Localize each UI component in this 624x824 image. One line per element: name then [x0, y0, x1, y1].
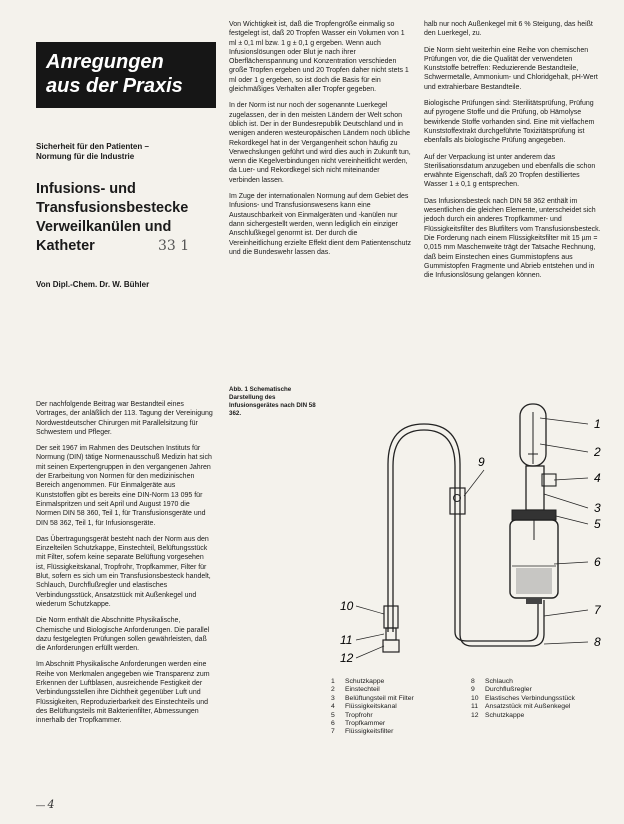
figure-label-10: 10: [340, 599, 354, 613]
legend-number: 12: [471, 711, 479, 719]
legend-text: Schlauch: [485, 678, 513, 685]
legend-left-column: [331, 678, 471, 737]
col2-paragraph: Im Zuge der internationalen Normung auf dem Gebiet des Infusions- und Transfusionswesens kann eine Austauschbarkeit von Einmalgeräten und -kanülen nur dann sichergestellt werden, wenn lediglich ein einziger Anschlußkegel genormt ist. Der durch die Vereinheitlichung erzielte Effekt dient dem Patientenschutz und die Bundeswehr lassen das.: [229, 193, 411, 256]
legend-number: 10: [471, 694, 479, 702]
col1-paragraph: Die Norm enthält die Abschnitte Physikalische, Chemische und Biologische Anforderungen. Die parallel dazu festgelegten Prüfungen sollen gewährleisten, daß die Anforderungen erfüllt werden.: [36, 617, 210, 653]
legend-text: Durchflußregler: [485, 686, 532, 694]
legend-number: 11: [471, 703, 479, 711]
col3-paragraph: Auf der Verpackung ist unter anderem das Sterilisationsdatum anzugeben und ebenfalls die schon erwähnte Eigenschaft, daß 20 Tropfen destilliertes Wasser 1 ± 0,1 g entsprechen.: [424, 153, 596, 189]
column-2: [229, 20, 412, 264]
page-mark-number: 4: [47, 798, 55, 811]
infusion-set-diagram: [326, 384, 616, 674]
legend-item: [331, 728, 471, 736]
col2-paragraph: Von Wichtigkeit ist, daß die Tropfengröße einmalig so festgelegt ist, daß 20 Tropfen Wasser ein Volumen von 1 ml ± 0,1 ml bzw. 1 g ± 0,1 g ergeben. Wenn auch Infusionslösungen oder Blut je nach ihrer Oberflächenspannung und Konzentration verschieden große Tropfen ergeben und 20 Tropfen daher nicht stets 1 ml oder 1 g ergeben, so ist doch die Basis für ein gleichmäßiges Verhalten aller Tropfer gegeben.: [229, 21, 409, 94]
col3-paragraph: Das Infusionsbesteck nach DIN 58 362 enthält im wesentlichen die gleichen Elemente, unterscheidet sich jedoch durch ein anderes Tropfkammer- und Flüssigkeitsfilter des Blutfilters vom Transfusionsbesteck. Die Forderung nach einem Flüssigkeitsfilter mit 15 µm = 0,015 mm Maschenweite trägt der Tatsache Rechnung, daß beim Einstechen eines Gummistopfens aus Gummistopfen Fragmente und Abrieb entstehen und in die Infusionslösung gelangen können.: [424, 197, 601, 280]
legend-item: [331, 678, 471, 686]
figure-label-8: 8: [594, 635, 601, 649]
legend-number: 4: [331, 703, 335, 711]
page-mark: [36, 798, 55, 811]
legend-number: 8: [471, 678, 475, 685]
legend-text: Belüftungsteil mit Filter: [345, 694, 414, 702]
legend-text: Ansatzstück mit Außenkegel: [485, 703, 571, 711]
legend-number: 6: [331, 720, 335, 728]
col3-paragraph: Biologische Prüfungen sind: Sterilitätsprüfung, Prüfung auf pyrogene Stoffe und die Prüfung, ob Hämolyse bewirkende Stoffe vorhanden sind. Eine mit vielfachem Kunststoffextrakt durchgeführte Toxizitätsprüfung ist ebenfalls als biologische Prüfung angegeben.: [424, 100, 595, 145]
page-mark-dash: —: [36, 800, 48, 810]
legend-number: 1: [331, 678, 335, 685]
legend-item: [471, 712, 611, 720]
legend-number: 2: [331, 686, 335, 694]
legend-text: Elastisches Verbindungsstück: [485, 694, 575, 702]
col3-paragraph: Die Norm sieht weiterhin eine Reihe von chemischen Prüfungen vor, die die Qualität der verwendeten Kunststoffe betreffen: Reduzierende Bestandteile, Schwermetalle, Ammonium- und Chloridgehalt, pH-Wert und extrahierbare Bestandteile.: [424, 46, 598, 91]
legend-item: [471, 695, 611, 703]
legend-number: 3: [331, 694, 335, 702]
col3-paragraph: halb nur noch Außenkegel mit 6 % Steigung, das heißt den Luerkegel, zu.: [424, 21, 593, 38]
legend-text: Schutzkappe: [485, 711, 525, 719]
figure-label-12: 12: [340, 651, 354, 665]
column-1: [36, 400, 214, 733]
col2-paragraph: In der Norm ist nur noch der sogenannte Luerkegel zugelassen, der in den meisten Ländern der Welt schon üblich ist. Der in der Bundesrepublik Deutschland und in wenigen anderen westeuropäischen Ländern noch übliche Rekordkegel hat in der Vergangenheit schon häufig zu Verwechslungen geführt und wird dies auch in Zukunft tun, wenn die Kegelverbindungen nicht vereinheitlicht werden, da Luer- und Rekordkegel sich nicht miteinander verbinden lassen.: [229, 102, 411, 184]
figure-label-7: 7: [594, 603, 601, 617]
handwritten-mark: 33 1: [158, 238, 190, 254]
legend-item: [331, 686, 471, 694]
figure-legend: [331, 678, 611, 737]
legend-text: Flüssigkeitskanal: [345, 703, 397, 711]
legend-number: 7: [331, 728, 335, 736]
legend-text: Tropfrohr: [345, 711, 373, 719]
kicker: [36, 142, 216, 162]
legend-right-column: [471, 678, 611, 737]
headline-line-1: Infusions- und: [36, 181, 136, 197]
author-line: Von Dipl.-Chem. Dr. W. Bühler: [36, 280, 150, 289]
headline-line-3: Verweilkanülen und: [36, 219, 172, 235]
legend-item: [471, 703, 611, 711]
legend-item: [331, 720, 471, 728]
headline-line-4: Katheter: [36, 238, 95, 254]
headline-line-2: Transfusionsbestecke: [36, 200, 189, 216]
col1-paragraph: Der nachfolgende Beitrag war Bestandteil eines Vortrages, der anläßlich der 113. Tagung der Vereinigung Nordwestdeutscher Chirurgen mit Parallelsitzung für Schwestern und Pfleger.: [36, 401, 213, 436]
legend-item: [331, 703, 471, 711]
legend-number: 9: [471, 686, 475, 694]
legend-item: [331, 695, 471, 703]
legend-item: [471, 678, 611, 686]
banner-line-2: aus der Praxis: [46, 75, 183, 97]
kicker-line-2: Normung für die Industrie: [36, 152, 135, 161]
figure-label-6: 6: [594, 555, 601, 569]
figure-caption: Abb. 1 Schematische Darstellung des Infusionsgerätes nach DIN 58 362.: [229, 386, 316, 417]
figure-label-1: 1: [594, 417, 601, 431]
figure-label-9: 9: [478, 455, 485, 469]
legend-text: Schutzkappe: [345, 678, 385, 685]
figure-label-3: 3: [594, 501, 601, 515]
column-3: [424, 20, 602, 287]
legend-text: Flüssigkeitsfilter: [345, 728, 394, 736]
legend-text: Einstechteil: [345, 686, 380, 694]
legend-number: 5: [331, 711, 335, 719]
section-banner: [36, 42, 216, 108]
col1-paragraph: Das Übertragungsgerät besteht nach der Norm aus den Einzelteilen Schutzkappe, Einstechteil, Belüftungsstück mit Filter, sofern keine separate Belüftung vorgesehen ist, Flüssigkeitskanal, Tropfrohr, Tropfkammer, Filter für Blut, sofern es sich um ein Transfusionsbesteck handelt, Schlauch, Durchflußregler und elastisches Verbindungsstück, Ansatzstück mit Außenkegel und wiederum Schutzkappe.: [36, 535, 211, 608]
legend-item: [471, 686, 611, 694]
col1-paragraph: Der seit 1967 im Rahmen des Deutschen Instituts für Normung (DIN) tätige Normenausschuß Medizin hat sich mit seinen Expertengruppen in den vergangenen Jahren der Erarbeitung von Normen für den medizinischen Bereich angenommen. Für Einmalgeräte aus Kunststoffen gibt es bereits eine DIN-Norm 13 095 für Einmalspritzen und seit April und August 1970 die Normen DIN 58 360, Teil 1, für Transfusionsgeräte und DIN 58 362, Teil 1, für Infusionsgeräte.: [36, 445, 212, 527]
figure-label-5: 5: [594, 517, 601, 531]
banner-line-1: Anregungen: [46, 51, 164, 73]
legend-item: [331, 712, 471, 720]
legend-text: Tropfkammer: [345, 720, 386, 728]
figure-label-2: 2: [594, 445, 601, 459]
figure-label-11: 11: [340, 633, 353, 647]
kicker-line-1: Sicherheit für den Patienten –: [36, 142, 149, 151]
col1-paragraph: Im Abschnitt Physikalische Anforderungen werden eine Reihe von Merkmalen angegeben wie Transparenz zum Erkennen der Luftblasen, ausreichende Festigkeit der Verbindungsstellen ihre Dichtheit gegenüber Luft und Flüssigkeiten, Reproduzierbarkeit des Einstechteils und des Belüftungsteils mit Bakterienfilter, Abmessungen innerhalb der Tropfkammer.: [36, 661, 210, 725]
figure-label-4: 4: [594, 471, 601, 485]
